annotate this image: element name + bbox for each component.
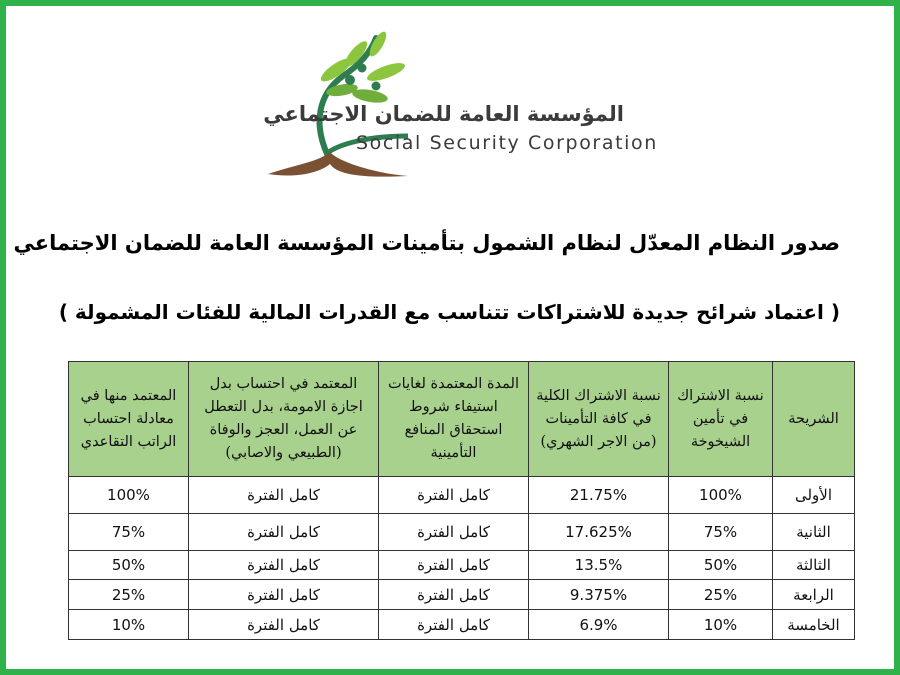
cell-old-age-rate: 50% xyxy=(669,551,773,580)
cell-pension-formula: 50% xyxy=(69,551,189,580)
logo-arabic-name: المؤسسة العامة للضمان الاجتماعي xyxy=(263,102,624,126)
header-tier: الشريحة xyxy=(773,362,855,477)
cell-approved-period: كامل الفترة xyxy=(379,610,529,640)
table-row xyxy=(69,610,855,640)
cell-total-rate: 9.375% xyxy=(529,580,669,610)
cell-pension-formula: 75% xyxy=(69,514,189,551)
contribution-tiers-table xyxy=(68,361,855,640)
cell-tier: الخامسة xyxy=(773,610,855,640)
logo-roots xyxy=(268,152,408,177)
table-row xyxy=(69,580,855,610)
logo-leaf xyxy=(365,60,407,85)
cell-tier: الأولى xyxy=(773,477,855,514)
header-total-rate: نسبة الاشتراك الكلية في كافة التأمينات (من الاجر الشهري) xyxy=(529,362,669,477)
table-header-row xyxy=(69,362,855,477)
cell-total-rate: 17.625% xyxy=(529,514,669,551)
table-row xyxy=(69,514,855,551)
cell-total-rate: 13.5% xyxy=(529,551,669,580)
cell-approved-period: كامل الفترة xyxy=(379,551,529,580)
cell-pension-formula: 10% xyxy=(69,610,189,640)
cell-tier: الثالثة xyxy=(773,551,855,580)
table-row xyxy=(69,551,855,580)
cell-benefits-calculation: كامل الفترة xyxy=(189,514,379,551)
cell-benefits-calculation: كامل الفترة xyxy=(189,551,379,580)
cell-approved-period: كامل الفترة xyxy=(379,514,529,551)
header-benefits-calculation: المعتمد في احتساب بدل اجازة الامومة، بدل التعطل عن العمل، العجز والوفاة (الطبيعي والاصابي) xyxy=(189,362,379,477)
cell-approved-period: كامل الفترة xyxy=(379,477,529,514)
cell-benefits-calculation: كامل الفترة xyxy=(189,580,379,610)
cell-old-age-rate: 10% xyxy=(669,610,773,640)
logo-berry xyxy=(358,64,367,73)
cell-benefits-calculation: كامل الفترة xyxy=(189,477,379,514)
cell-pension-formula: 100% xyxy=(69,477,189,514)
table-row xyxy=(69,477,855,514)
cell-total-rate: 6.9% xyxy=(529,610,669,640)
cell-old-age-rate: 100% xyxy=(669,477,773,514)
page-subtitle: ( اعتماد شرائح جديدة للاشتراكات تتناسب مع القدرات المالية للفئات المشمولة ) xyxy=(58,300,840,324)
logo-berry xyxy=(345,75,355,85)
header-old-age-rate: نسبة الاشتراك في تأمين الشيخوخة xyxy=(669,362,773,477)
cell-total-rate: 21.75% xyxy=(529,477,669,514)
page-title: صدور النظام المعدّل لنظام الشمول بتأمينات المؤسسة العامة للضمان الاجتماعي xyxy=(13,231,840,255)
cell-tier: الرابعة xyxy=(773,580,855,610)
logo-berry xyxy=(372,82,381,91)
cell-approved-period: كامل الفترة xyxy=(379,580,529,610)
cell-benefits-calculation: كامل الفترة xyxy=(189,610,379,640)
cell-old-age-rate: 75% xyxy=(669,514,773,551)
header-approved-period: المدة المعتمدة لغايات استيفاء شروط استحقاق المنافع التأمينية xyxy=(379,362,529,477)
cell-pension-formula: 25% xyxy=(69,580,189,610)
logo-english-name: Social Security Corporation xyxy=(356,132,658,154)
header-pension-formula: المعتمد منها في معادلة احتساب الراتب التقاعدي xyxy=(69,362,189,477)
cell-tier: الثانية xyxy=(773,514,855,551)
cell-old-age-rate: 25% xyxy=(669,580,773,610)
